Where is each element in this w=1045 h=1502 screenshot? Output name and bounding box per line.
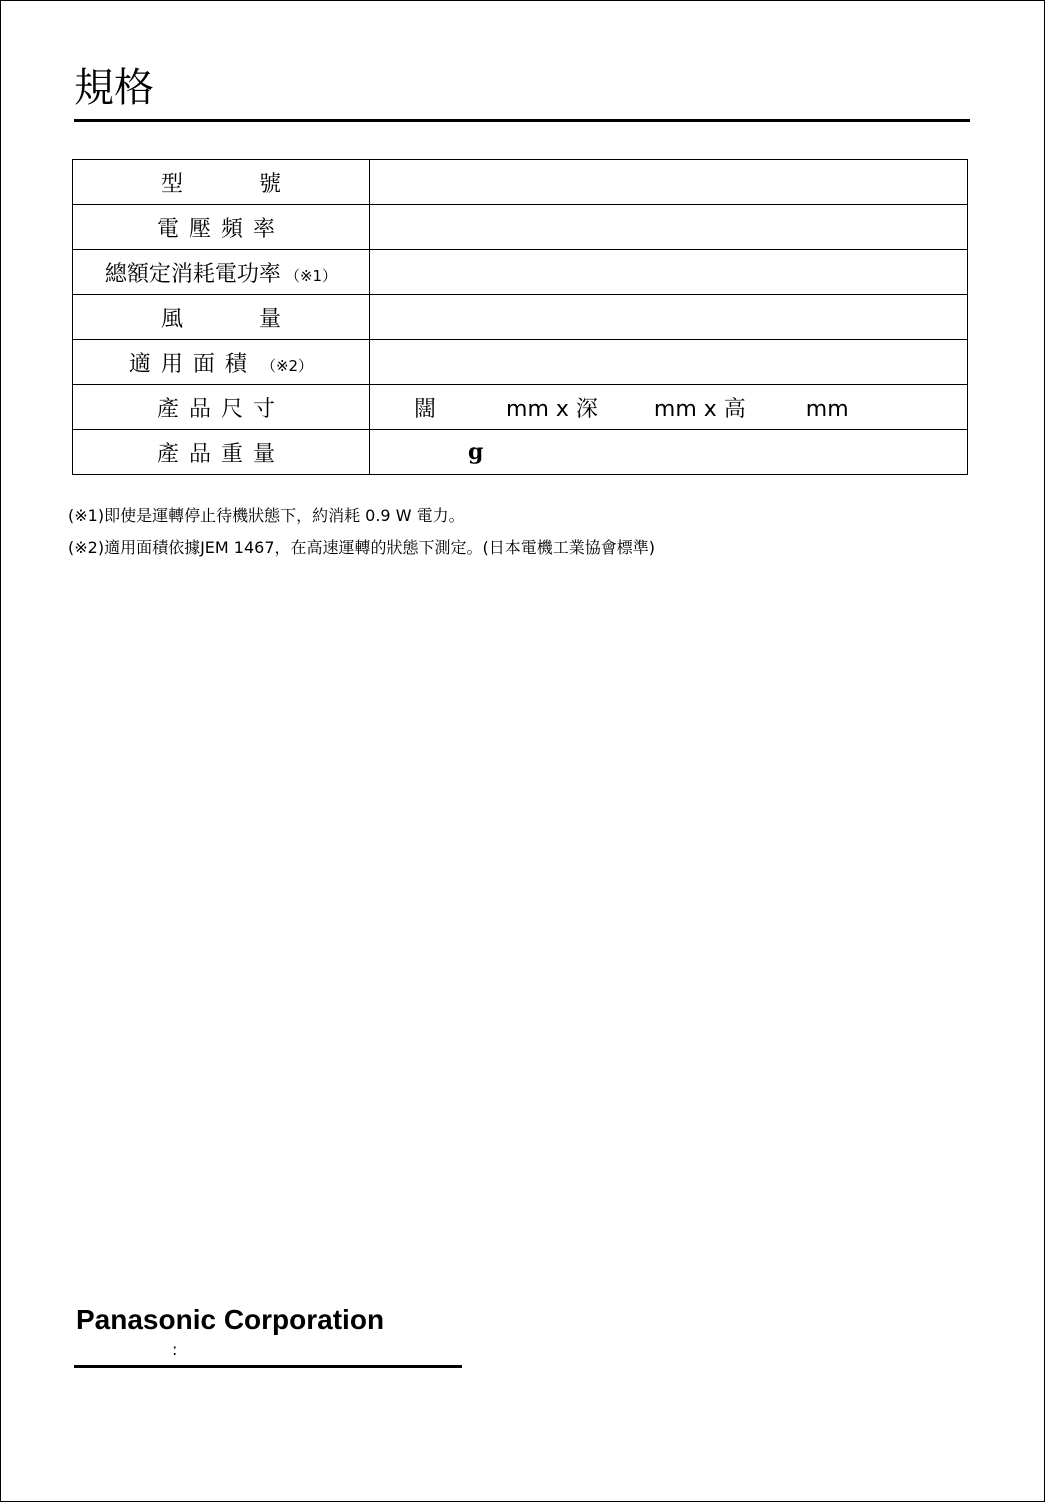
page-title: 規格 <box>74 65 154 111</box>
label-text: 產品重量 <box>156 441 285 467</box>
label-text: 總額定消耗電功率 <box>104 261 281 287</box>
table-row <box>73 205 968 250</box>
value-air-volume <box>370 295 968 340</box>
table-row <box>73 295 968 340</box>
footnote-1: (※1)即使是運轉停止待機狀態下，約消耗 0.9 W 電力。 <box>68 506 465 525</box>
label-text: 風量 <box>160 306 357 332</box>
value-model <box>370 160 968 205</box>
weight-unit: g <box>468 439 484 465</box>
note-mark-2: （※2） <box>260 356 314 375</box>
note-mark-1: （※1） <box>284 266 338 285</box>
value-rated-power <box>370 250 968 295</box>
value-voltage-frequency <box>370 205 968 250</box>
label-dimensions <box>73 385 370 430</box>
dimension-unit-mm: mm <box>805 396 849 422</box>
dimension-depth-label: mm x 深 <box>506 396 598 422</box>
label-model <box>73 160 370 205</box>
label-text: 適用面積 <box>128 351 257 377</box>
value-dimensions <box>370 385 968 430</box>
footnotes <box>68 500 655 564</box>
table-row <box>73 340 968 385</box>
dimension-height-label: mm x 高 <box>653 396 746 422</box>
label-text: 電壓頻率 <box>156 216 285 242</box>
brand-divider <box>74 1365 462 1368</box>
value-weight <box>370 430 968 475</box>
label-voltage-frequency <box>73 205 370 250</box>
table-row <box>73 385 968 430</box>
label-text: 產品尺寸 <box>156 396 285 422</box>
dimension-width-label: 闊 <box>414 396 437 422</box>
table-row <box>73 250 968 295</box>
brand-colon: : <box>172 1340 178 1359</box>
table-row <box>73 160 968 205</box>
value-applicable-area <box>370 340 968 385</box>
title-divider <box>74 119 970 122</box>
spec-table <box>72 159 968 475</box>
label-air-volume <box>73 295 370 340</box>
brand-name: Panasonic Corporation <box>76 1304 385 1335</box>
footnote-2: (※2)適用面積依據JEM 1467，在高速運轉的狀態下測定。(日本電機工業協會標準) <box>68 538 655 557</box>
label-text: 型號 <box>160 171 357 197</box>
label-weight <box>73 430 370 475</box>
label-rated-power <box>73 250 370 295</box>
label-applicable-area <box>73 340 370 385</box>
table-row <box>73 430 968 475</box>
